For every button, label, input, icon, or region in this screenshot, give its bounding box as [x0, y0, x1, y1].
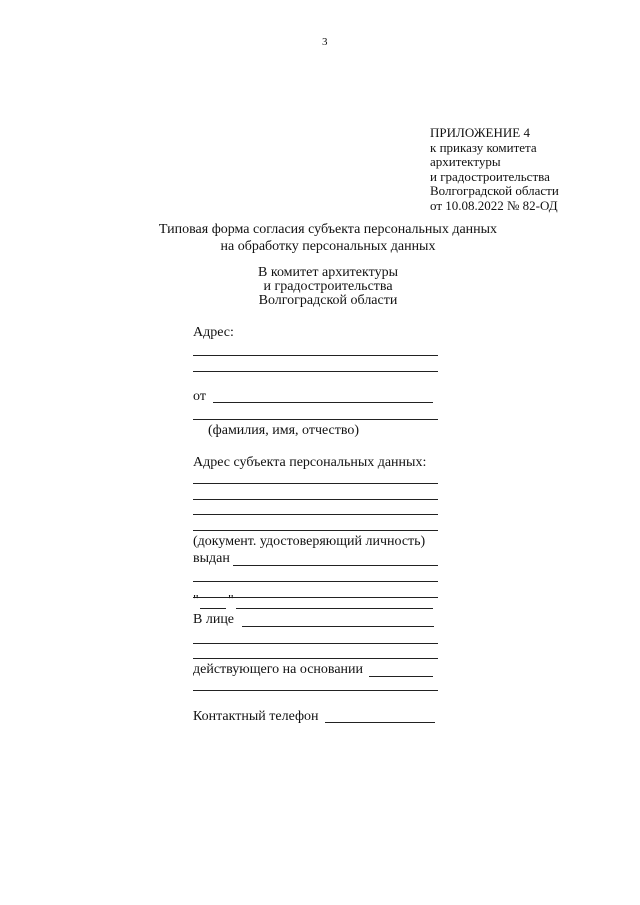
phone-label: Контактный телефон — [193, 709, 319, 724]
recipient-block — [0, 266, 640, 308]
address-line-1[interactable] — [193, 355, 438, 356]
issued-label: выдан — [193, 551, 230, 566]
page-number: 3 — [322, 36, 328, 48]
appendix-line: Волгоградской области — [430, 183, 559, 198]
date-quote-close: " — [228, 593, 234, 608]
person-line-3[interactable] — [193, 658, 438, 659]
subject-address-line-1[interactable] — [193, 483, 438, 484]
acting-line-2[interactable] — [193, 690, 438, 691]
person-line[interactable] — [242, 626, 434, 627]
subject-address-line-3[interactable] — [193, 514, 438, 515]
form-title — [0, 221, 640, 255]
date-month-year-line[interactable] — [236, 608, 433, 609]
appendix-line: от 10.08.2022 № 82-ОД — [430, 197, 558, 213]
recipient-line: и градостроительства — [263, 279, 393, 294]
phone-line[interactable] — [325, 722, 435, 723]
fio-hint: (фамилия, имя, отчество) — [208, 423, 360, 438]
form-title-line1: Типовая форма согласия субъекта персональных данных — [158, 222, 498, 237]
appendix-line: архитектуры — [430, 154, 501, 169]
date-day-line[interactable] — [200, 608, 226, 609]
address-label: Адрес: — [193, 325, 234, 340]
subject-address-line-2[interactable] — [193, 499, 438, 500]
issued-line-2[interactable] — [193, 581, 438, 582]
acting-line[interactable] — [369, 676, 433, 677]
from-label: от — [193, 389, 206, 404]
form-title-line2: на обработку персональных данных — [220, 239, 436, 254]
person-label: В лице — [193, 612, 235, 627]
acting-label: действующего на основании — [193, 662, 364, 677]
recipient-line: В комитет архитектуры — [258, 265, 398, 280]
from-line[interactable] — [213, 402, 433, 403]
person-line-2[interactable] — [193, 643, 438, 644]
issued-line[interactable] — [233, 565, 438, 566]
recipient-line: Волгоградской области — [258, 293, 398, 308]
subject-address-label: Адрес субъекта персональных данных: — [193, 455, 427, 470]
document-hint: (документ. удостоверяющий личность) — [193, 534, 426, 549]
appendix-header — [430, 126, 559, 213]
address-line-2[interactable] — [193, 371, 438, 372]
appendix-line: к приказу комитета — [430, 139, 537, 155]
appendix-title: ПРИЛОЖЕНИЕ 4 — [430, 125, 530, 140]
subject-address-line-4[interactable] — [193, 530, 438, 531]
date-quote-open: " — [193, 593, 199, 608]
fio-line[interactable] — [193, 419, 438, 420]
appendix-line: и градостроительства — [430, 168, 550, 184]
